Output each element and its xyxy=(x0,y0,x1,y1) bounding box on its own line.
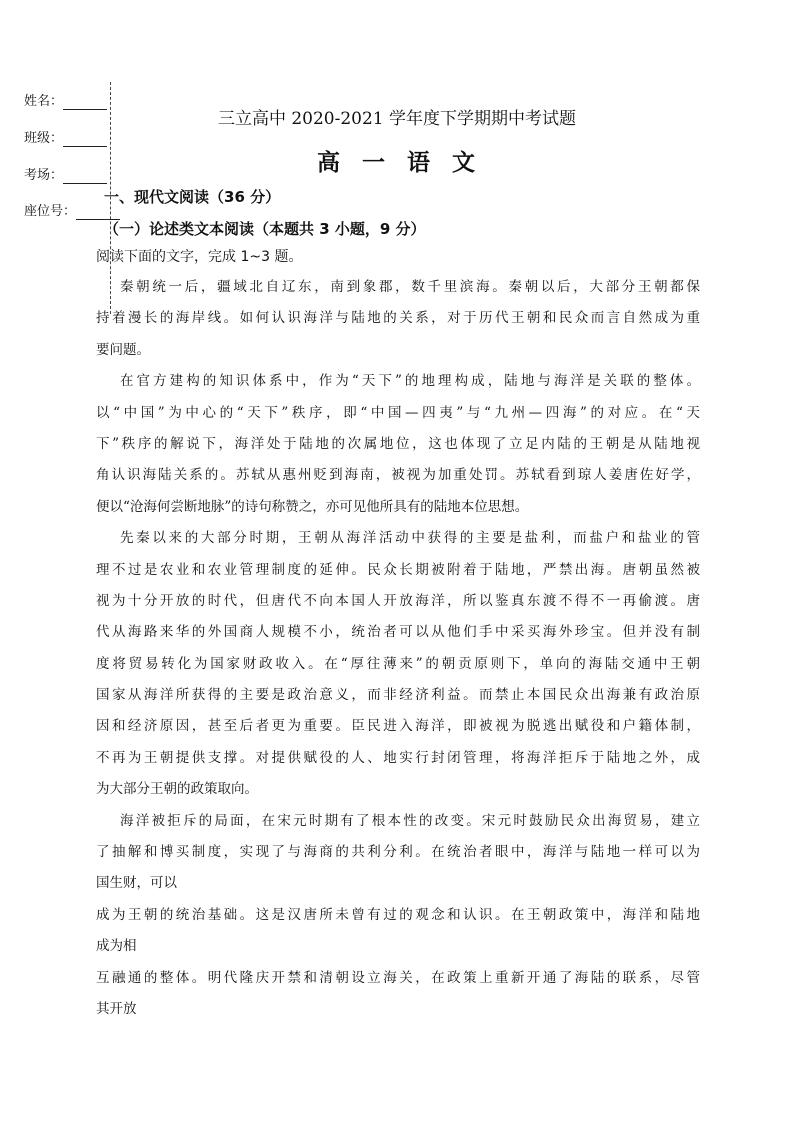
passage-line: 互融通的整体。明代隆庆开禁和清朝设立海关，在政策上重新开通了海陆的联系，尽管 xyxy=(96,969,700,986)
passage-line: 国家从海洋所获得的主要是政治意义，而非经济利益。而禁止本国民众出海兼有政治原 xyxy=(96,687,700,704)
class-label: 班级： xyxy=(24,131,64,146)
name-label: 姓名： xyxy=(24,94,64,109)
passage-line: 秦朝统一后，疆域北自辽东，南到象郡，数千里滨海。秦朝以后，大部分王朝都保 xyxy=(120,279,700,295)
passage-line: 理不过是农业和农业管理制度的延伸。民众长期被附着于陆地，严禁出海。唐朝虽然被 xyxy=(96,561,700,578)
section-heading-1-1: （一）论述类文本阅读（本题共 3 小题，9 分） xyxy=(104,220,426,238)
passage-line: 其开放 xyxy=(96,1000,137,1017)
passage-line: 成为相 xyxy=(96,938,137,955)
passage-line: 代从海路来华的外国商人规模不小，统治者可以从他们手中采买海外珍宝。但并没有制 xyxy=(96,624,700,641)
passage-line: 先秦以来的大部分时期，王朝从海洋活动中获得的主要是盐利，而盐户和盐业的管 xyxy=(120,530,700,547)
passage-line: 下”秩序的解说下，海洋处于陆地的次属地位，这也体现了立足内陆的王朝是从陆地视 xyxy=(96,435,700,452)
passage-line: 度将贸易转化为国家财政收入。在“厚往薄来”的朝贡原则下，单向的海陆交通中王朝 xyxy=(96,655,700,672)
room-label: 考场： xyxy=(24,168,64,183)
exam-title: 三立高中 2020-2021 学年度下学期期中考试题 xyxy=(217,109,577,129)
passage-line: 了抽解和博买制度，实现了与海商的共利分利。在统治者眼中，海洋与陆地一样可以为 xyxy=(96,844,700,861)
seat-label: 座位号： xyxy=(24,204,77,219)
passage-line: 角认识海陆关系的。苏轼从惠州贬到海南，被视为加重处罚。苏轼看到琼人姜唐佐好学， xyxy=(96,467,700,484)
subject-title: 高一语文 xyxy=(317,149,497,176)
passage-line: 不再为王朝提供支撑。对提供赋役的人、地实行封闭管理，将海洋拒斥于陆地之外，成 xyxy=(96,749,700,766)
passage-line: 要问题。 xyxy=(96,341,150,358)
passage-line: 成为王朝的统治基础。这是汉唐所未曾有过的观念和认识。在王朝政策中，海洋和陆地 xyxy=(96,906,700,923)
passage-line: 持着漫长的海岸线。如何认识海洋与陆地的关系，对于历代王朝和民众而言自然成为重 xyxy=(96,310,700,327)
seat-field[interactable] xyxy=(24,204,102,220)
passage-line: 为大部分王朝的政策取向。 xyxy=(96,781,258,798)
section-heading-1: 一、现代文阅读（36 分） xyxy=(104,188,281,206)
reading-instruction: 阅读下面的文字，完成 1~3 题。 xyxy=(96,249,303,265)
reading-passage xyxy=(96,272,700,1025)
passage-line: 视为十分开放的时代，但唐代不向本国人开放海洋，所以鉴真东渡不得不一再偷渡。唐 xyxy=(96,592,700,609)
passage-line: 海洋被拒斥的局面，在宋元时期有了根本性的改变。宋元时鼓励民众出海贸易，建立 xyxy=(120,812,700,829)
passage-line: 在官方建构的知识体系中，作为“天下”的地理构成，陆地与海洋是关联的整体。 xyxy=(120,373,700,390)
passage-line: 国生财，可以 xyxy=(96,875,177,892)
passage-line: 以“中国”为中心的“天下”秩序，即“中国—四夷”与“九州—四海”的对应。在“天 xyxy=(96,404,700,421)
passage-line: 因和经济原因，甚至后者更为重要。臣民进入海洋，即被视为脱逃出赋役和户籍体制， xyxy=(96,718,700,735)
passage-line: 便以“沧海何尝断地脉”的诗句称赞之，亦可见他所具有的陆地本位思想。 xyxy=(96,498,529,515)
